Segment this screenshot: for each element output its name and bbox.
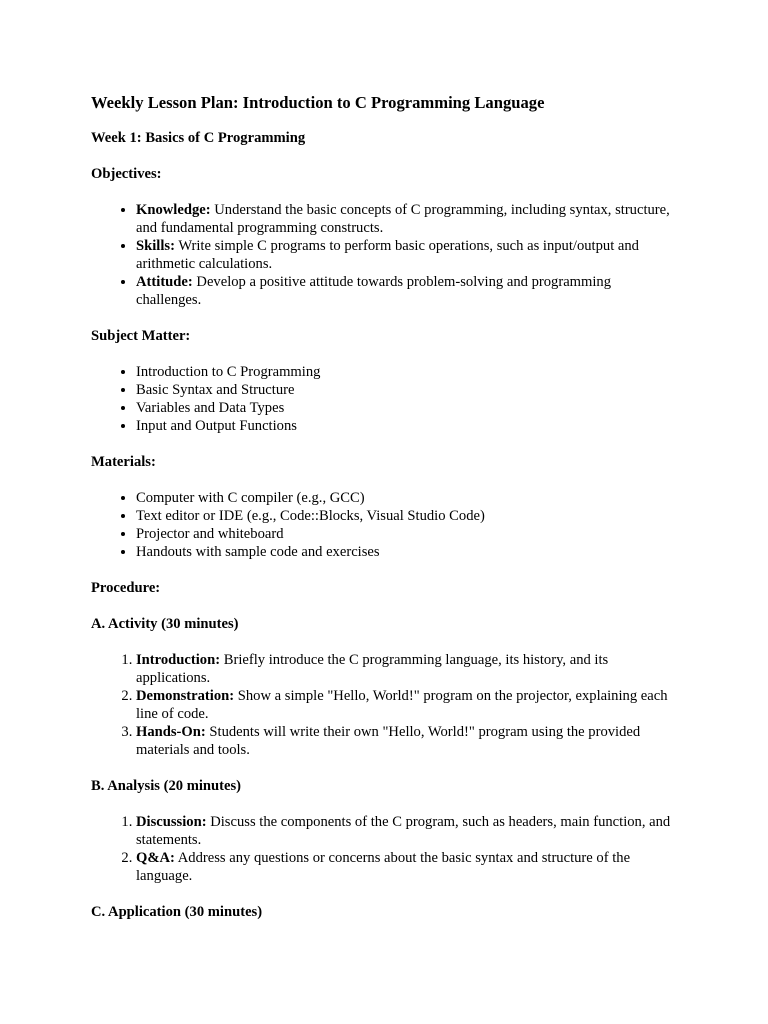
procedure-heading: Procedure: bbox=[91, 580, 161, 596]
materials-heading: Materials: bbox=[91, 454, 156, 470]
list-item: • Projector and whiteboard bbox=[136, 525, 672, 543]
item-lead: Demonstration: bbox=[136, 688, 235, 704]
item-lead: Attitude: bbox=[136, 274, 193, 290]
item-text: Discuss the components of the C program, such as headers, main function, and statements. bbox=[136, 814, 671, 848]
item-lead: Introduction: bbox=[136, 652, 221, 668]
item-text: Students will write their own "Hello, World!" program using the provided materials and tools. bbox=[136, 724, 641, 758]
materials-list bbox=[91, 489, 672, 561]
application-heading: C. Application (30 minutes) bbox=[91, 904, 263, 920]
list-item bbox=[136, 813, 672, 849]
item-lead: Knowledge: bbox=[136, 202, 211, 218]
list-item: • Text editor or IDE (e.g., Code::Blocks, Visual Studio Code) bbox=[136, 507, 672, 525]
analysis-heading: B. Analysis (20 minutes) bbox=[91, 778, 242, 794]
item-text: Write simple C programs to perform basic operations, such as input/output and arithmetic calculations. bbox=[136, 238, 639, 272]
item-lead: Discussion: bbox=[136, 814, 207, 830]
list-item bbox=[136, 237, 672, 273]
subject-matter-heading: Subject Matter: bbox=[91, 328, 191, 344]
week-heading: Week 1: Basics of C Programming bbox=[91, 130, 306, 146]
list-item bbox=[136, 273, 672, 309]
objectives-list bbox=[91, 201, 672, 309]
item-lead: Q&A: bbox=[136, 850, 175, 866]
list-item bbox=[136, 651, 672, 687]
item-lead: Skills: bbox=[136, 238, 175, 254]
item-text: Show a simple "Hello, World!" program on the projector, explaining each line of code. bbox=[136, 688, 668, 722]
item-text: Develop a positive attitude towards problem-solving and programming challenges. bbox=[136, 274, 612, 308]
list-item: • Computer with C compiler (e.g., GCC) bbox=[136, 489, 672, 507]
list-item: • Variables and Data Types bbox=[136, 399, 672, 417]
list-item bbox=[136, 687, 672, 723]
item-text: Briefly introduce the C programming language, its history, and its applications. bbox=[136, 652, 609, 686]
subject-matter-list bbox=[91, 363, 672, 435]
analysis-list bbox=[91, 813, 672, 885]
item-lead: Hands-On: bbox=[136, 724, 206, 740]
list-item bbox=[136, 849, 672, 885]
list-item: • Input and Output Functions bbox=[136, 417, 672, 435]
activity-list bbox=[91, 651, 672, 759]
list-item: • Handouts with sample code and exercises bbox=[136, 543, 672, 561]
document-title: Weekly Lesson Plan: Introduction to C Programming Language bbox=[91, 93, 545, 112]
list-item: • Basic Syntax and Structure bbox=[136, 381, 672, 399]
list-item: • Introduction to C Programming bbox=[136, 363, 672, 381]
activity-heading: A. Activity (30 minutes) bbox=[91, 616, 239, 632]
list-item bbox=[136, 723, 672, 759]
list-item bbox=[136, 201, 672, 237]
item-text: Address any questions or concerns about the basic syntax and structure of the language. bbox=[136, 850, 631, 884]
item-text: Understand the basic concepts of C programming, including syntax, structure, and fundamental programming constructs. bbox=[136, 202, 670, 236]
objectives-heading: Objectives: bbox=[91, 166, 162, 182]
